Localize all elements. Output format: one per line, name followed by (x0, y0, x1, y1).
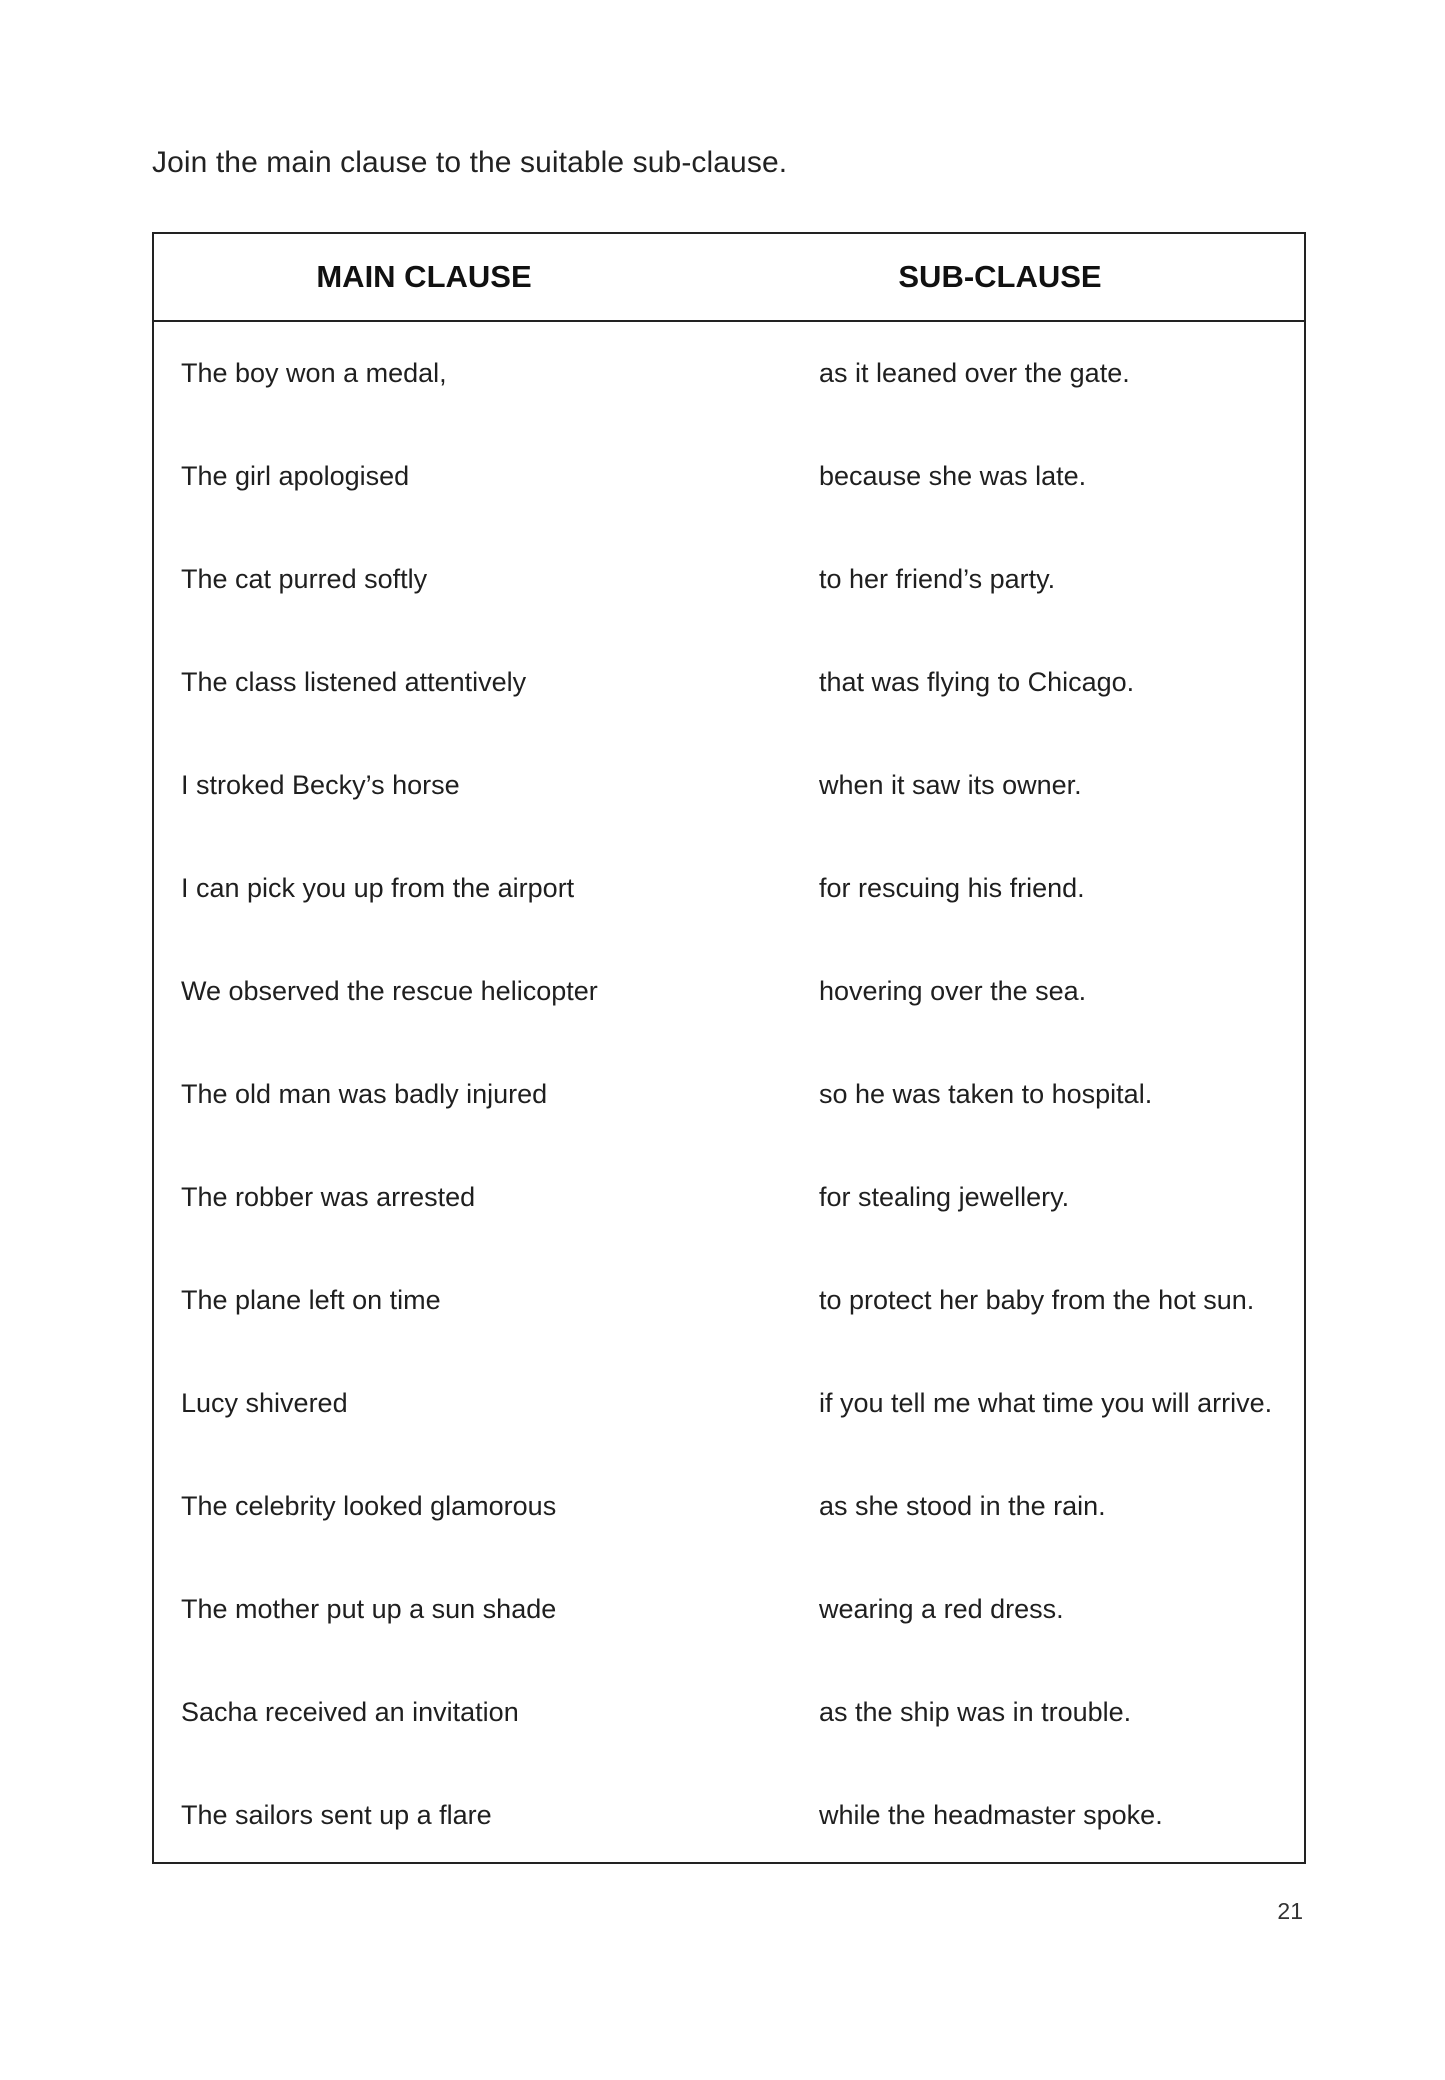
table-row (154, 837, 1304, 940)
sub-clause-cell: if you tell me what time you will arrive. (819, 1388, 1273, 1418)
sub-clause-cell: so he was taken to hospital. (819, 1079, 1153, 1109)
clause-matching-table (152, 232, 1306, 1864)
sub-clause-cell: wearing a red dress. (819, 1594, 1064, 1624)
main-clause-cell: Sacha received an invitation (181, 1697, 519, 1727)
table-row (154, 734, 1304, 837)
table-header-row (154, 234, 1304, 322)
main-clause-cell: I stroked Becky’s horse (181, 770, 460, 800)
table-row (154, 1352, 1304, 1455)
table-row (154, 631, 1304, 734)
table-row (154, 1661, 1304, 1764)
table-body (154, 322, 1304, 1867)
main-clause-cell: The old man was badly injured (181, 1079, 548, 1109)
sub-clause-cell: as she stood in the rain. (819, 1491, 1106, 1521)
sub-clause-cell: as it leaned over the gate. (819, 358, 1130, 388)
main-clause-cell: The mother put up a sun shade (181, 1594, 557, 1624)
instruction-text: Join the main clause to the suitable sub-clause. (152, 146, 788, 179)
sub-clause-cell: for stealing jewellery. (819, 1182, 1070, 1212)
main-clause-cell: We observed the rescue helicopter (181, 976, 598, 1006)
main-clause-cell: The celebrity looked glamorous (181, 1491, 557, 1521)
table-row (154, 528, 1304, 631)
table-row (154, 1146, 1304, 1249)
sub-clause-cell: because she was late. (819, 461, 1087, 491)
page-number: 21 (1277, 1898, 1303, 1924)
main-clause-cell: The class listened attentively (181, 667, 527, 697)
table-row (154, 1455, 1304, 1558)
table-row (154, 1764, 1304, 1867)
main-clause-cell: The plane left on time (181, 1285, 441, 1315)
table-row (154, 1558, 1304, 1661)
header-sub-clause: SUB-CLAUSE (898, 259, 1102, 294)
main-clause-cell: The cat purred softly (181, 564, 428, 594)
main-clause-cell: The robber was arrested (181, 1182, 476, 1212)
sub-clause-cell: hovering over the sea. (819, 976, 1087, 1006)
table-row (154, 322, 1304, 425)
main-clause-cell: The sailors sent up a flare (181, 1800, 492, 1830)
main-clause-cell: Lucy shivered (181, 1388, 348, 1418)
table-row (154, 425, 1304, 528)
sub-clause-cell: when it saw its owner. (819, 770, 1082, 800)
main-clause-cell: The girl apologised (181, 461, 410, 491)
sub-clause-cell: that was flying to Chicago. (819, 667, 1135, 697)
table-row (154, 1043, 1304, 1146)
main-clause-cell: I can pick you up from the airport (181, 873, 575, 903)
main-clause-cell: The boy won a medal, (181, 358, 447, 388)
header-main-clause: MAIN CLAUSE (316, 259, 532, 294)
sub-clause-cell: while the headmaster spoke. (819, 1800, 1163, 1830)
sub-clause-cell: to protect her baby from the hot sun. (819, 1285, 1255, 1315)
table-row (154, 1249, 1304, 1352)
table-row (154, 940, 1304, 1043)
sub-clause-cell: as the ship was in trouble. (819, 1697, 1132, 1727)
sub-clause-cell: for rescuing his friend. (819, 873, 1085, 903)
sub-clause-cell: to her friend’s party. (819, 564, 1056, 594)
